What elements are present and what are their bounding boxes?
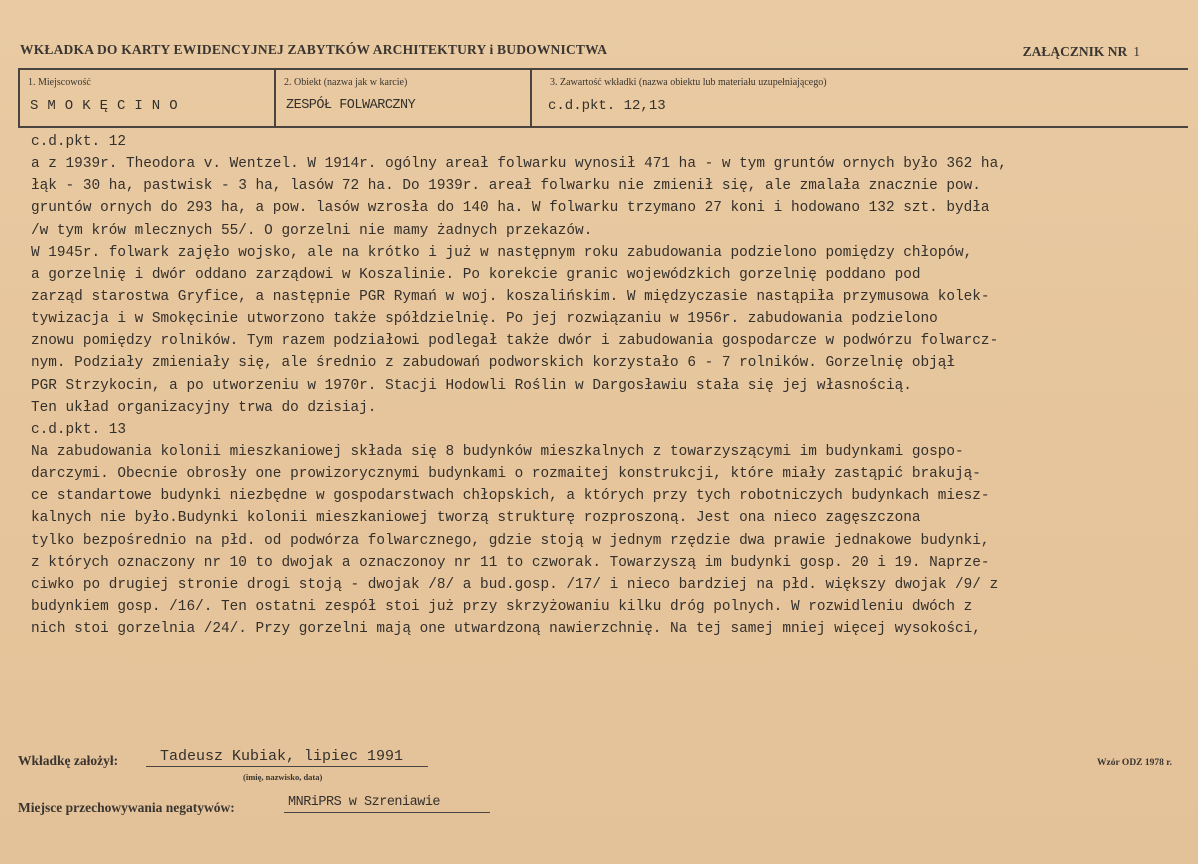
annex-number bbox=[1023, 44, 1140, 60]
negatives-underline bbox=[284, 812, 490, 813]
body-line: PGR Strzykocin, a po utworzeniu w 1970r. Stacji Hodowli Roślin w Dargosławiu stała się jej własnością. bbox=[31, 377, 912, 394]
typed-body-text bbox=[31, 131, 1191, 640]
body-line: tylko bezpośrednio na płd. od podwórza folwarcznego, gdzie stoją w jednym rzędzie dwa prawie jednakowe budynki, bbox=[31, 532, 990, 549]
body-line: ce standartowe budynki niezbędne w gospodarstwach chłopskich, a których przy tych robotniczych budynkach miesz- bbox=[31, 488, 990, 505]
negatives-label: Miejsce przechowywania negatywów: bbox=[18, 800, 235, 815]
field-label-contents: 3. Zawartość wkładki (nazwa obiektu lub materiału uzupełniającego) bbox=[550, 77, 827, 88]
body-line: c.d.pkt. 13 bbox=[31, 421, 126, 438]
body-line: c.d.pkt. 12 bbox=[31, 134, 126, 150]
author-underline bbox=[146, 766, 428, 767]
rule-divider-2 bbox=[530, 68, 532, 128]
field-value-contents: c.d.pkt. 12,13 bbox=[548, 98, 666, 114]
form-title: WKŁADKA DO KARTY EWIDENCYJNEJ ZABYTKÓW ARCHITEKTURY i BUDOWNICTWA bbox=[20, 42, 608, 57]
body-line: łąk - 30 ha, pastwisk - 3 ha, lasów 72 ha. Do 1939r. areał folwarku nie zmienił się, ale zmalała znacznie pow. bbox=[31, 178, 981, 195]
body-line: tywizacja i w Smokęcinie utworzono także spółdzielnię. Po jej rozwiązaniu w 1956r. zabudowania podzielono bbox=[31, 311, 938, 328]
negatives-value: MNRiPRS w Szreniawie bbox=[288, 795, 441, 810]
form-code: Wzór ODZ 1978 r. bbox=[1097, 758, 1172, 768]
field-label-object: 2. Obiekt (nazwa jak w karcie) bbox=[284, 77, 408, 88]
body-line: zarząd starostwa Gryfice, a następnie PGR Rymań w woj. koszalińskim. W międzyczasie nastąpiła przymusowa kolek- bbox=[31, 288, 990, 305]
body-line: nich stoi gorzelnia /24/. Przy gorzelni mają one utwardzoną nawierzchnię. Na tej samej mniej więcej wysokości, bbox=[31, 621, 981, 638]
body-line: a gorzelnię i dwór oddano zarządowi w Koszalinie. Po korekcie granic wojewódzkich gorzelnię poddano pod bbox=[31, 266, 921, 283]
body-line: a z 1939r. Theodora v. Wentzel. W 1914r. ogólny areał folwarku wynosił 471 ha - w tym gruntów ornych było 362 ha, bbox=[31, 156, 1007, 173]
body-line: W 1945r. folwark zajęło wojsko, ale na krótko i już w następnym roku zabudowania podzielono pomiędzy chłopów, bbox=[31, 244, 973, 261]
author-value: Tadeusz Kubiak, lipiec 1991 bbox=[160, 748, 404, 765]
author-label: Wkładkę założył: bbox=[18, 753, 119, 768]
body-line: ciwko po drugiej stronie drogi stoją - dwojak /8/ a bud.gosp. /17/ i nieco bardziej na płd. większy dwojak /9/ z bbox=[31, 576, 999, 593]
author-note: (imię, nazwisko, data) bbox=[243, 772, 323, 782]
body-line: Ten układ organizacyjny trwa do dzisiaj. bbox=[31, 399, 377, 416]
body-line: znowu pomiędzy rolników. Tym razem podziałowi podlegał także dwór i zabudowania gospodarcze w podwórzu folwarcz- bbox=[31, 333, 999, 350]
rule-left bbox=[18, 68, 20, 128]
annex-label: ZAŁĄCZNIK NR bbox=[1022, 44, 1128, 59]
body-line: Na zabudowania kolonii mieszkaniowej składa się 8 budynków mieszkalnych z towarzyszącymi im budynkami gospo- bbox=[31, 443, 964, 460]
body-line: /w tym krów mlecznych 55/. O gorzelni nie mamy żadnych przekazów. bbox=[31, 222, 593, 239]
rule-top bbox=[18, 68, 1188, 70]
body-line: budynkiem gosp. /16/. Ten ostatni zespół stoi już przy skrzyżowaniu kilku dróg polnych. W rozwidleniu dwóch z bbox=[31, 598, 973, 615]
body-line: darczymi. Obecnie obrosły one prowizorycznymi budynkami o rozmaitej konstrukcji, które miały zastąpić brakują- bbox=[31, 466, 981, 483]
field-value-object: ZESPÓŁ FOLWARCZNY bbox=[286, 98, 416, 113]
annex-value: 1 bbox=[1133, 44, 1140, 59]
body-line: z których oznaczony nr 10 to dwojak a oznaczonoy nr 11 to czworak. Towarzyszą im budynki gosp. 20 i 19. Naprze- bbox=[31, 554, 990, 571]
rule-fields-bottom bbox=[18, 126, 1188, 128]
body-line: gruntów ornych do 293 ha, a pow. lasów wzrosła do 140 ha. W folwarku trzymano 27 koni i hodowano 132 szt. bydła bbox=[31, 200, 990, 217]
body-line: kalnych nie było.Budynki kolonii mieszkaniowej tworzą strukturę rozproszoną. Jest ona nieco zagęszczona bbox=[31, 510, 921, 527]
field-label-locality: 1. Miejscowość bbox=[28, 77, 91, 88]
body-line: nym. Podziały zmieniały się, ale średnio z zabudowań podworskich korzystało 6 - 7 rolników. Gorzelnię objął bbox=[31, 355, 956, 372]
field-value-locality: SMOKĘCINO bbox=[30, 98, 187, 114]
rule-divider-1 bbox=[274, 68, 276, 128]
